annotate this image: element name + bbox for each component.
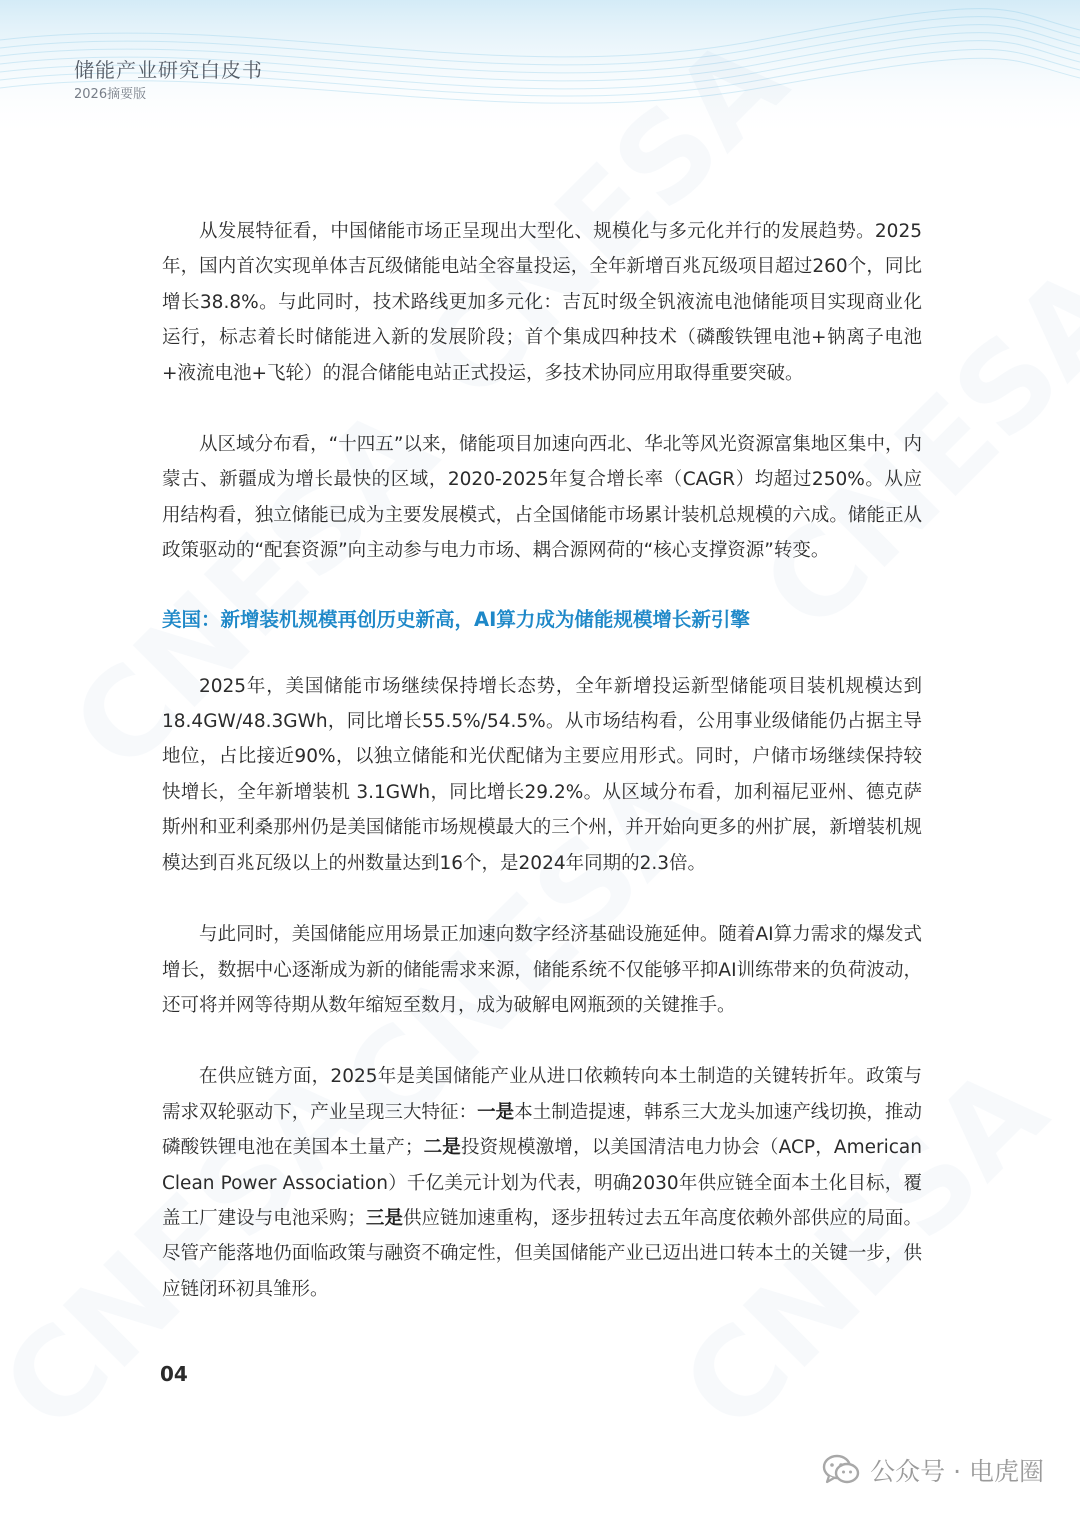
supply-chain-point-2-label: 二是 [423, 1137, 461, 1159]
supply-chain-text: 投资规模激增，以美国清洁电力协会（ACP，American Clean Power Association）千亿美元计划为代表，明确2030年供应链全面本土化目标，覆盖工厂建设与电池采购； [162, 1137, 922, 1229]
paragraph-development-features: 从发展特征看，中国储能市场正呈现出大型化、规模化与多元化并行的发展趋势。2025年，国内首次实现单体吉瓦级储能电站全容量投运，全年新增百兆瓦级项目超过260个，同比增长38.8%。与此同时，技术路线更加多元化：吉瓦时级全钒液流电池储能项目实现商业化运行，标志着长时储能进入新的发展阶段；首个集成四种技术（磷酸铁锂电池+钠离子电池+液流电池+飞轮）的混合储能电站正式投运，多技术协同应用取得重要突破。 [162, 221, 922, 384]
document-subtitle: 2026摘要版 [74, 87, 147, 102]
supply-chain-point-1-label: 一是 [477, 1101, 515, 1123]
page-number: 04 [160, 1362, 188, 1386]
supply-chain-text: 在供应链方面，2025年是美国储能产业从进口依赖转向本土制造的关键转折年。政策与需求双轮驱动下，产业呈现三大特征： [162, 1066, 922, 1123]
document-header [74, 56, 263, 104]
section-heading-us: 美国：新增装机规模再创历史新高，AI算力成为储能规模增长新引擎 [162, 607, 750, 631]
paragraph-us-data-center: 与此同时，美国储能应用场景正加速向数字经济基础设施延伸。随着AI算力需求的爆发式增长，数据中心逐渐成为新的储能需求来源，储能系统不仅能够平抑AI训练带来的负荷波动，还可将并网等待期从数年缩短至数月，成为破解电网瓶颈的关键推手。 [162, 924, 922, 1016]
paragraph-us-market: 2025年，美国储能市场继续保持增长态势，全年新增投运新型储能项目装机规模达到18.4GW/48.3GWh，同比增长55.5%/54.5%。从市场结构看，公用事业级储能仍占据主导地位，占比接近90%，以独立储能和光伏配储为主要应用形式。同时，户储市场继续保持较快增长，全年新增装机 3.1GWh，同比增长29.2%。从区域分布看，加利福尼亚州、德克萨斯州和亚利桑那州仍是美国储能市场规模最大的三个州，并开始向更多的州扩展，新增装机规模达到百兆瓦级以上的州数量达到16个，是2024年同期的2.3倍。 [162, 675, 922, 874]
paragraph-regional-distribution: 从区域分布看，“十四五”以来，储能项目加速向西北、华北等风光资源富集地区集中，内蒙古、新疆成为增长最快的区域，2020-2025年复合增长率（CAGR）均超过250%。从应用结构看，独立储能已成为主要发展模式，占全国储能市场累计装机总规模的六成。储能正从政策驱动的“配套资源”向主动参与电力市场、耦合源网荷的“核心支撑资源”转变。 [162, 434, 922, 562]
paragraph-us-supply-chain [162, 1059, 922, 1307]
footer-brand [822, 1452, 1044, 1488]
main-content [162, 214, 922, 1343]
document-title: 储能产业研究白皮书 [74, 58, 263, 82]
footer-account-label: 公众号 · 电虎圈 [870, 1457, 1044, 1486]
supply-chain-point-3-label: 三是 [365, 1207, 403, 1229]
supply-chain-text: 本土制造提速，韩系三大龙头加速产线切换，推动磷酸铁锂电池在美国本土量产； [162, 1101, 922, 1159]
wechat-icon [822, 1454, 860, 1486]
supply-chain-text: 供应链加速重构，逐步扭转过去五年高度依赖外部供应的局面。尽管产能落地仍面临政策与融资不确定性，但美国储能产业已迈出进口转本土的关键一步，供应链闭环初具雏形。 [162, 1207, 922, 1300]
